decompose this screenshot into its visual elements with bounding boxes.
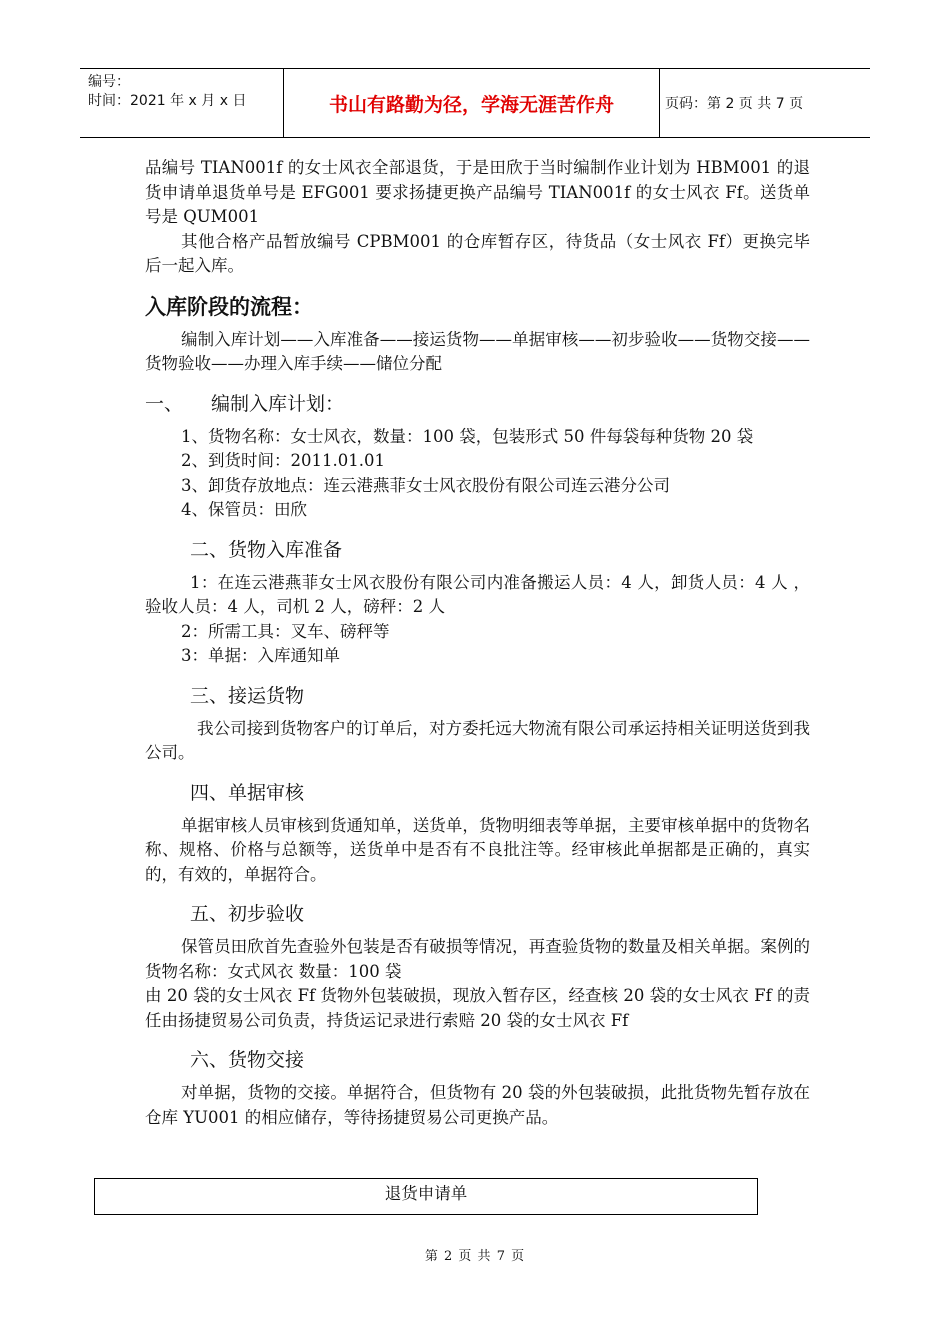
section-5-text-2: 由 20 袋的女士风衣 Ff 货物外包装破损，现放入暂存区，经查核 20 袋的女士风衣 Ff 的责任由扬捷贸易公司负责，持货运记录进行索赔 20 袋的女士风衣 Ff [145, 986, 810, 1030]
section-1-list [181, 425, 810, 523]
section-5-text-1: 保管员田欣首先查验外包装是否有破损等情况，再查验货物的数量及相关单据。案例的货物名称：女式风衣 数量：100 袋 [145, 937, 810, 981]
page-footer: 第 2 页 共 7 页 [424, 1249, 526, 1264]
section-3-text: 我公司接到货物客户的订单后，对方委托远大物流有限公司承运持相关证明送货到我公司。 [145, 718, 810, 762]
header-meta [88, 73, 283, 111]
doc-code-label: 编号： [88, 74, 130, 90]
header-motto: 书山有路勤为径，学海无涯苦作舟 [283, 69, 660, 137]
list-item: 2：所需工具：叉车、磅秤等 [181, 621, 390, 641]
section-3-heading: 三、接运货物 [190, 684, 305, 707]
flow-heading: 入库阶段的流程： [145, 294, 313, 319]
page-header [80, 68, 870, 138]
section-5-heading: 五、初步验收 [190, 903, 305, 925]
list-item: 1、货物名称：女士风衣，数量：100 袋，包装形式 50 件每袋每种货物 20 袋 [181, 426, 754, 446]
flow-steps: 编制入库计划——入库准备——接运货物——单据审核——初步验收——货物交接——货物验收——办理入库手续——储位分配 [145, 329, 810, 373]
section-2-heading: 二、货物入库准备 [190, 538, 343, 561]
document-body [145, 156, 810, 1130]
section-4-heading: 四、单据审核 [190, 781, 305, 804]
intro-paragraph-1: 品编号 TIAN001f 的女士风衣全部退货，于是田欣于当时编制作业计划为 HBM001 的退货申请单退货单号是 EFG001 要求扬捷更换产品编号 TIAN001f 的女士风衣 Ff。送货单号是 QUM001 [145, 158, 810, 226]
table-caption: 退货申请单 [384, 1184, 468, 1203]
section-6-heading: 六、货物交接 [190, 1049, 305, 1071]
list-item: 3：单据：入库通知单 [181, 646, 340, 665]
list-item: 3、卸货存放地点：连云港燕菲女士风衣股份有限公司连云港分公司 [181, 475, 670, 495]
section-4-text: 单据审核人员审核到货通知单，送货单，货物明细表等单据，主要审核单据中的货物名称、规格、价格与总额等，送货单中是否有不良批注等。经审核此单据都是正确的，真实的，有效的，单据符合。 [145, 815, 810, 884]
intro-paragraph-2: 其他合格产品暂放编号 CPBM001 的仓库暂存区，待货品（女士风衣 Ff）更换完毕后一起入库。 [145, 231, 810, 275]
header-page-number: 页码：第 2 页 共 7 页 [665, 96, 804, 112]
list-item: 2、到货时间：2011.01.01 [181, 451, 385, 470]
section-1-number: 一、 [145, 392, 184, 415]
section-1-heading [145, 391, 810, 417]
section-2-item-1: 1：在连云港燕菲女士风衣股份有限公司内准备搬运人员：4 人，卸货人员：4 人 ，验收人员：4 人，司机 2 人，磅秤：2 人 [145, 572, 810, 616]
return-request-table [94, 1178, 758, 1215]
section-1-title: 编制入库计划： [211, 392, 345, 415]
section-6-text: 对单据，货物的交接。单据符合，但货物有 20 袋的外包装破损，此批货物先暂存放在仓库 YU001 的相应储存，等待扬捷贸易公司更换产品。 [145, 1083, 810, 1127]
list-item: 4、保管员：田欣 [181, 500, 307, 519]
doc-time-label: 时间：2021 年 x 月 x 日 [88, 93, 247, 109]
section-2-list [181, 620, 810, 669]
